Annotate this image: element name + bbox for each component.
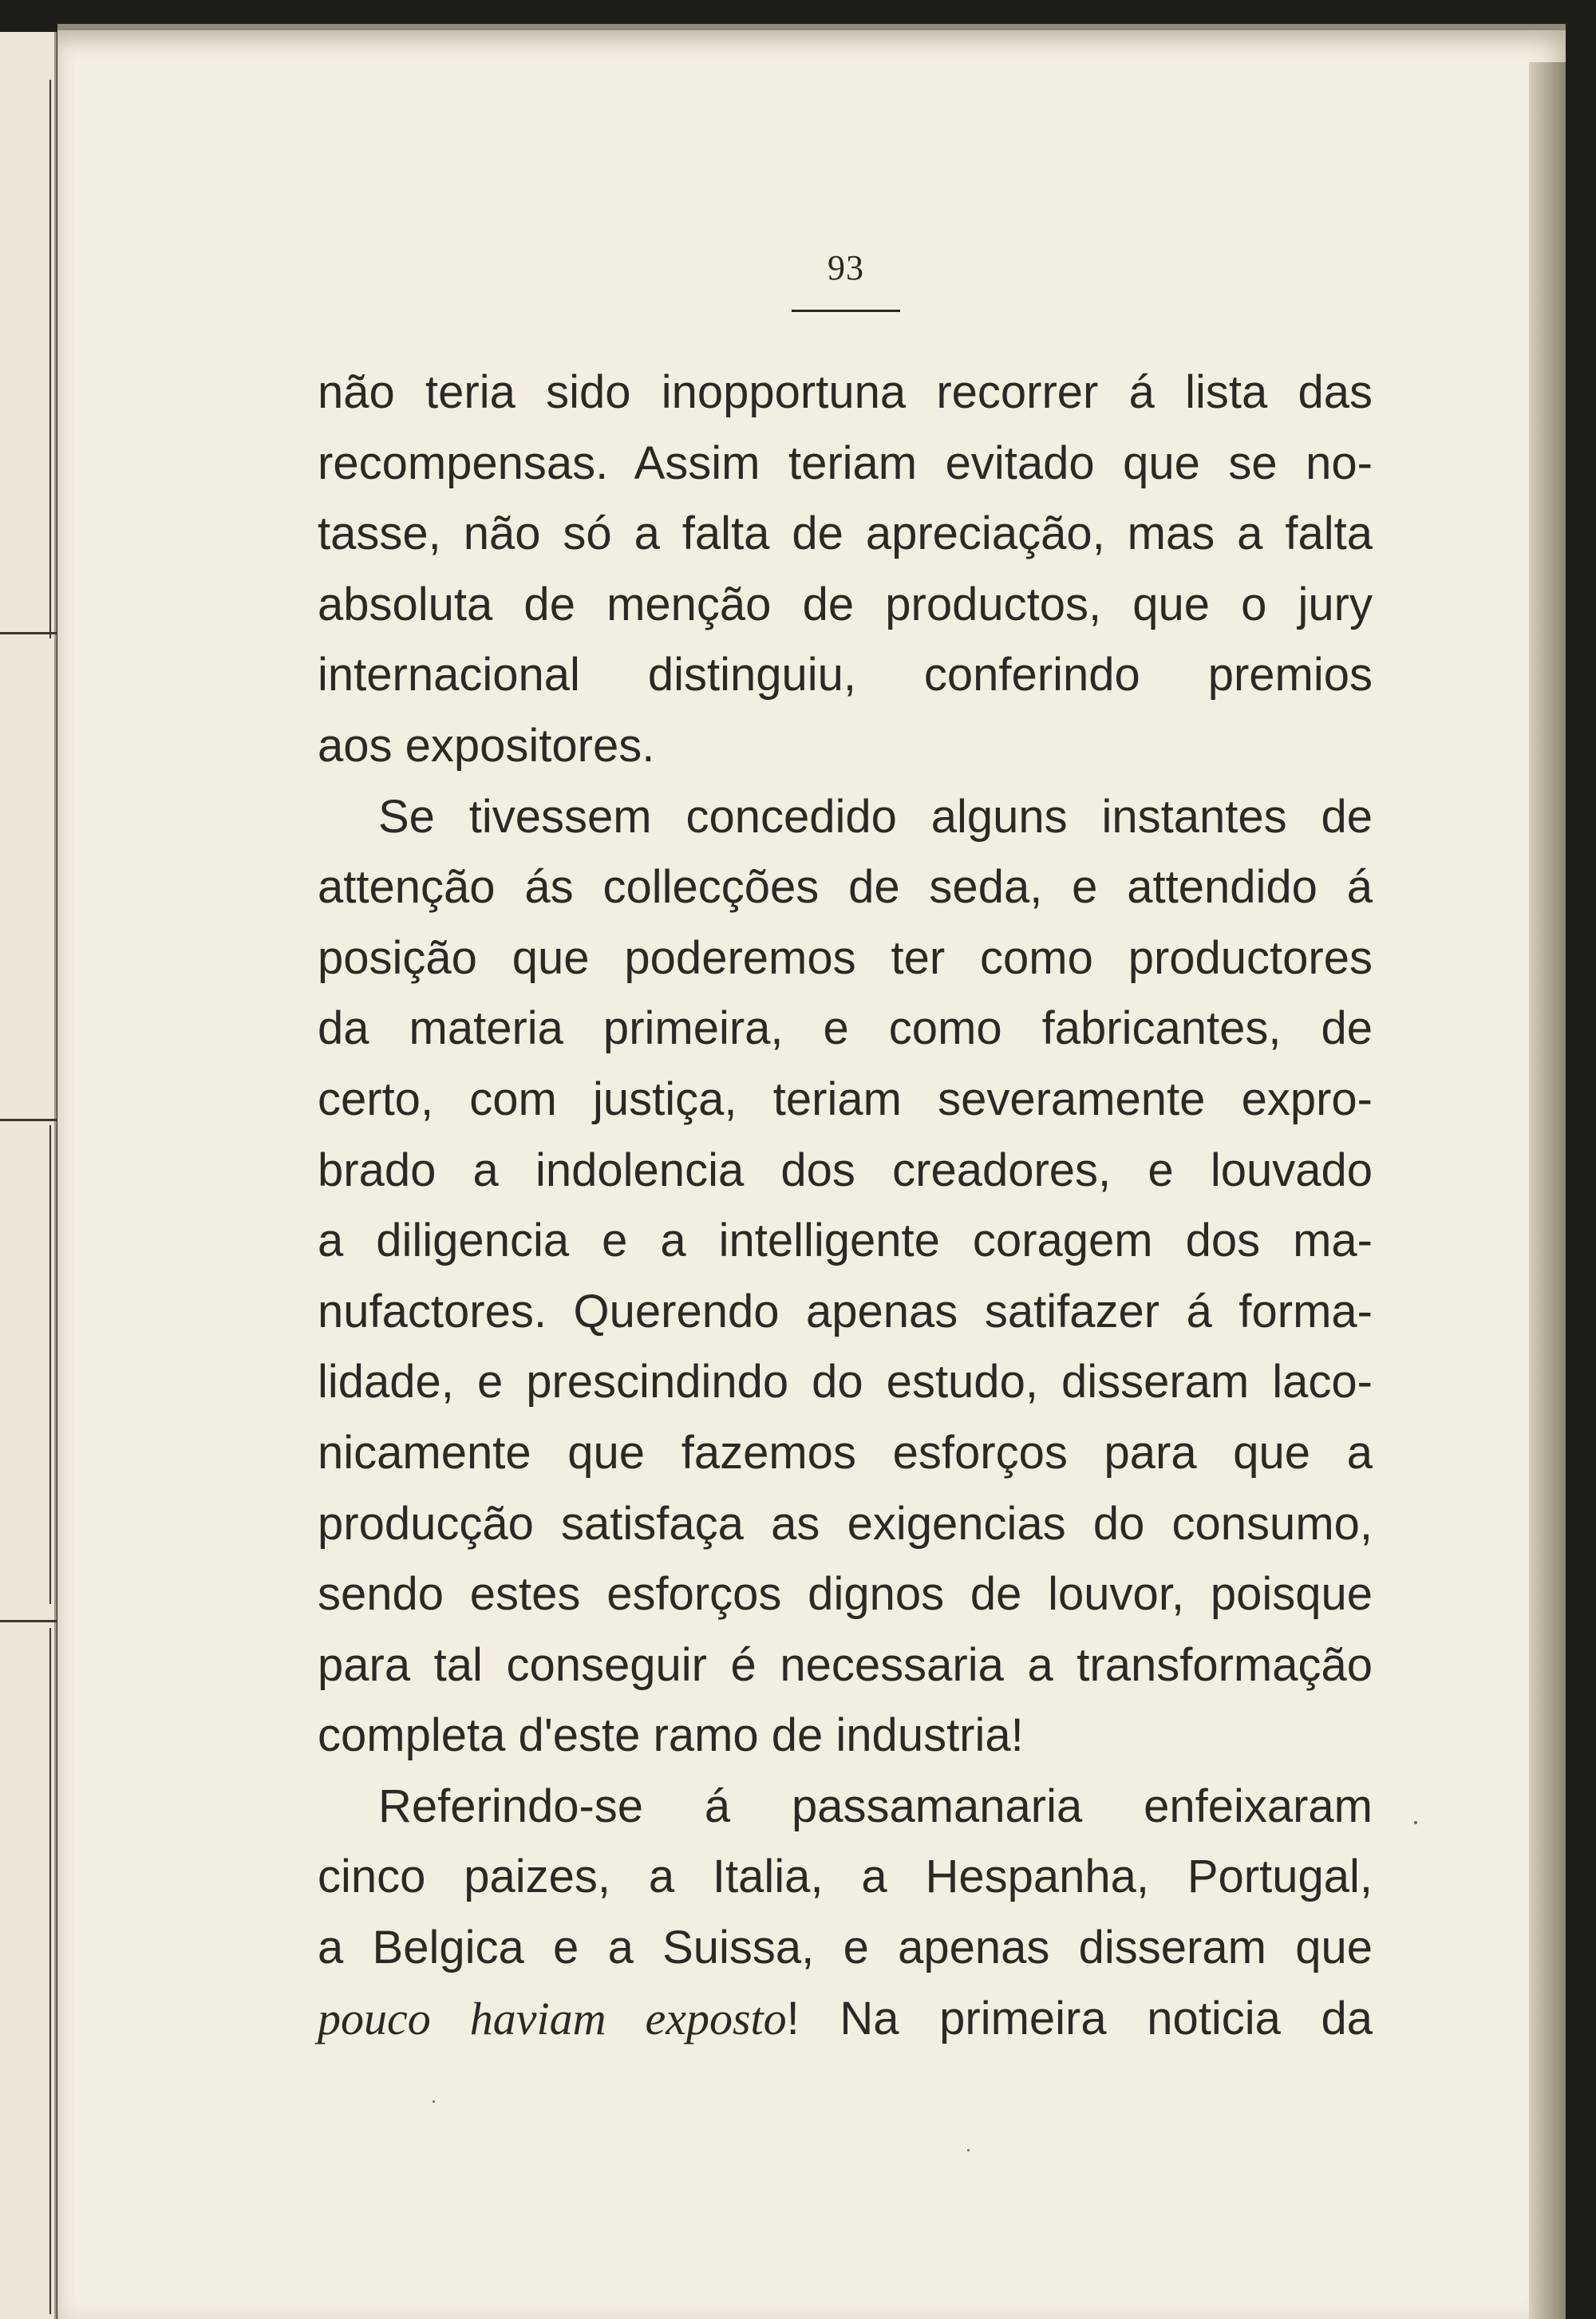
text-line: Referindo-se á passamanaria enfeixaram	[378, 1780, 1373, 1832]
paper-speck	[433, 2100, 435, 2103]
text-line: producção satisfaça as exigencias do consumo,	[318, 1497, 1373, 1550]
text-line: completa d'este ramo de industria!	[318, 1709, 1024, 1762]
facing-page-rule	[49, 80, 51, 638]
text-line: lidade, e prescindindo do estudo, disseram laco-	[318, 1356, 1373, 1408]
text-line-final	[318, 1984, 1373, 2055]
text-line: brado a indolencia dos creadores, e louvado	[318, 1144, 1373, 1196]
text-line: a Belgica e a Suissa, e apenas disseram que	[318, 1922, 1373, 1974]
book-page	[57, 24, 1566, 2319]
page-stack-edge	[1529, 62, 1566, 2319]
line-remainder: ! Na primeira noticia da	[786, 1992, 1373, 2044]
text-line: a diligencia e a intelligente coragem dos ma-	[318, 1215, 1373, 1267]
facing-page-rule	[49, 1125, 51, 1604]
text-line: nicamente que fazemos esforços para que a	[318, 1426, 1373, 1479]
page-number-rule	[792, 310, 900, 312]
text-line: para tal conseguir é necessaria a transformação	[318, 1638, 1373, 1691]
text-line: certo, com justiça, teriam severamente expro-	[318, 1073, 1373, 1125]
text-line: sendo estes esforços dignos de louvor, poisque	[318, 1568, 1373, 1621]
text-line: da materia primeira, e como fabricantes, de	[318, 1002, 1373, 1055]
text-line: nufactores. Querendo apenas satifazer á forma-	[318, 1285, 1373, 1337]
text-line: não teria sido inopportuna recorrer á lista das	[318, 366, 1373, 418]
text-line: recompensas. Assim teriam evitado que se no-	[318, 437, 1373, 489]
text-line: Se tivessem concedido alguns instantes de	[378, 790, 1373, 843]
text-line: posição que poderemos ter como productores	[318, 931, 1373, 984]
text-line: aos expositores.	[318, 719, 655, 772]
body-text	[318, 358, 1373, 2054]
text-line: attenção ás collecções de seda, e attendido á	[318, 861, 1373, 914]
facing-page-edge	[0, 32, 57, 2319]
text-line: internacional distinguiu, conferindo premios	[318, 649, 1373, 701]
text-line: absoluta de menção de productos, que o jury	[318, 578, 1373, 630]
paper-speck	[967, 2149, 970, 2151]
page-number: 93	[828, 248, 864, 287]
text-line: tasse, não só a falta de apreciação, mas a falta	[318, 508, 1373, 560]
italic-phrase: pouco haviam exposto	[318, 1992, 787, 2044]
facing-page-rule	[49, 1628, 51, 2314]
text-line: cinco paizes, a Italia, a Hespanha, Portugal,	[318, 1851, 1373, 1903]
paper-speck	[1414, 1821, 1417, 1824]
